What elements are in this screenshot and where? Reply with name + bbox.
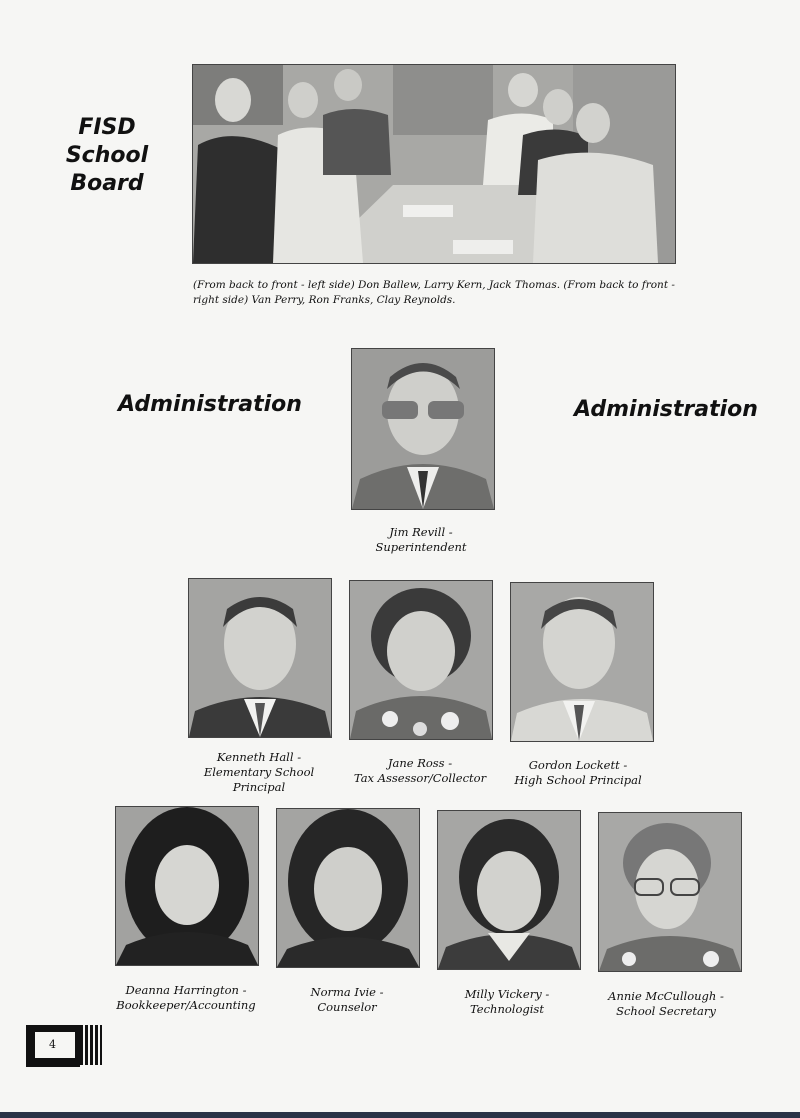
page-number-tab [26, 1025, 102, 1069]
caption-milly-vickery: Milly Vickery - Technologist [464, 987, 550, 1016]
portrait-gordon-lockett [510, 582, 654, 742]
caption-gordon-lockett: Gordon Lockett - High School Principal [514, 758, 642, 787]
caption-jim-revill: Jim Revill - Superintendent [375, 525, 467, 554]
caption-norma-ivie: Norma Ivie - Counselor [310, 985, 384, 1014]
caption-jane-ross: Jane Ross - Tax Assessor/Collector [353, 756, 487, 785]
caption-annie-mccullough: Annie McCullough - School Secretary [608, 989, 724, 1018]
caption-deanna-harrington: Deanna Harrington - Bookkeeper/Accounting [116, 983, 256, 1012]
administration-heading-left: Administration [118, 392, 302, 417]
page-tab-stripes [80, 1025, 102, 1065]
portrait-annie-mccullough [598, 812, 742, 972]
school-board-caption: (From back to front - left side) Don Ballew, Larry Kern, Jack Thomas. (From back to front - right side) Van Perry, Ron Franks, Clay Reynolds. [193, 279, 675, 306]
portrait-jane-ross [349, 580, 493, 740]
bottom-edge-bar [0, 1112, 800, 1118]
caption-kenneth-hall: Kenneth Hall - Elementary School Principal [203, 750, 315, 794]
administration-heading-right: Administration [574, 397, 758, 422]
portrait-deanna-harrington [115, 806, 259, 966]
page-number-box [26, 1025, 80, 1067]
school-board-title: FISD School Board [65, 115, 149, 196]
portrait-milly-vickery [437, 810, 581, 970]
portrait-kenneth-hall [188, 578, 332, 738]
portrait-jim-revill [351, 348, 495, 510]
school-board-photo [192, 64, 676, 264]
page-number: 4 [35, 1032, 75, 1058]
portrait-norma-ivie [276, 808, 420, 968]
